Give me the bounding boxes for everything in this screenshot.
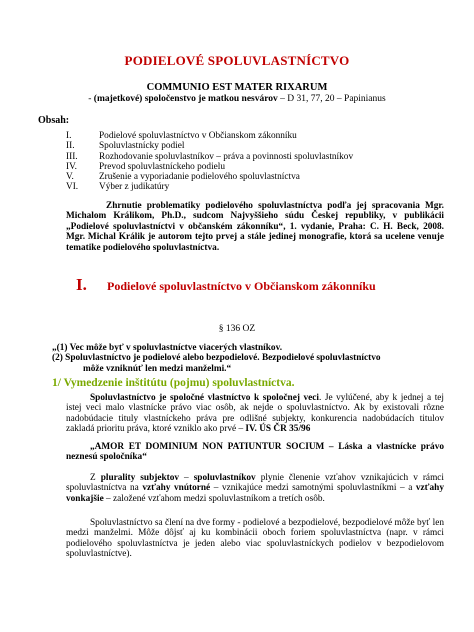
motto-translation-bold: (majetkové) spoločenstvo je matkou nesvárov [93, 94, 278, 104]
toc-item-label: Prevod spoluvlastníckeho podielu [99, 161, 226, 172]
chapter-title: Podielové spoluvlastníctvo v Občianskom zákonníku [107, 279, 376, 293]
section-heading: 1/ Vymedzenie inštitútu (pojmu) spoluvlastníctva. [52, 377, 295, 389]
toc-item [66, 141, 353, 151]
motto-translation: - (majetkové) spoločenstvo je matkou nesvárov – D 31, 77, 20 – Papinianus [88, 94, 386, 104]
toc-item-number: IV. [66, 161, 77, 172]
body-paragraph: Spoluvlastníctvo sa člení na dve formy - podielové a bezpodielové, bezpodielové môže byť len medzi manželmi. Môže dôjsť aj ku kombinácii oboch foriem spoluvlastníctva (napr. v rámci podielového spoluvlastníctva je jeden alebo viac spoluvlastníckych podielov v bezpodielovom spoluvlastníctve). [66, 518, 444, 560]
toc-item [66, 152, 353, 162]
body-paragraph: Z plurality subjektov – spoluvlastníkov plynie členenie vzťahov vznikajúcich v rámci spoluvlastníctva na vzťahy vnútorné – vznikajúce medzi samotnými spoluvlastníkmi – a vzťahy vonkajšie – založené vzťahom medzi spoluvlastníkom a tretích osôb. [66, 473, 445, 504]
chapter-number: I. [76, 275, 87, 294]
toc-item [66, 182, 353, 192]
law-quote-line: môže vzniknúť len medzi manželmi.“ [83, 363, 232, 374]
toc-item [66, 172, 353, 182]
latin-maxim-heading: „AMOR ET DOMINIUM NON PATIUNTUR SOCIUM – Láska a vlastnícke právo neznesú spoločníka“ [66, 442, 444, 463]
toc-item-number: V. [66, 172, 74, 183]
law-quote-line: (2) Spoluvlastníctvo je podielové alebo bezpodielové. Bezpodielové spoluvlastníctvo [52, 353, 381, 364]
chapter-heading [76, 275, 376, 295]
contents-heading: Obsah: [38, 115, 70, 126]
table-of-contents [66, 131, 353, 193]
motto-source: – D 31, 77, 20 – Papinianus [277, 94, 386, 104]
body-paragraph: Spoluvlastníctvo je spoločné vlastníctvo k spoločnej veci. Je vylúčené, aby k jednej a tej istej veci malo vlastnícke právo viac osôb, ak nejde o spoluvlastníctvo. Ak by existovali rôzne nadobúdacie tituly vlastníckeho práva pre odlišné subjekty, konkurencia nadobúdacích titulov zakladá prioritu práva, ktoré vzniklo ako prvé – IV. ÚS ČR 35/96 [66, 393, 445, 435]
toc-item-label: Zrušenie a vyporiadanie podielového spoluvlastníctva [99, 172, 300, 183]
document-title: PODIELOVÉ SPOLUVLASTNÍCTVO [124, 53, 350, 68]
toc-item [66, 162, 353, 172]
law-quote-line: „(1) Vec môže byť v spoluvlastníctve viacerých vlastníkov. [52, 343, 283, 353]
summary-paragraph: Zhrnutie problematiky podielového spoluvlastníctva podľa jej spracovania Mgr. Michalom Králikom, Ph.D., sudcom Najvyššieho súdu Českej republiky, v publikácii „Podielové spoluvlastníctvi v občanském zákonníku“, 1. vydanie, Praha: C. H. Beck, 2008. Mgr. Michal Králik je autorom tejto prvej a stále jedinej monografie, ktorá sa ucelene venuje tematike podielového spoluvlastníctva. [66, 201, 444, 253]
motto-latin: COMMUNIO EST MATER RIXARUM [146, 82, 328, 93]
toc-item-number: II. [66, 141, 75, 152]
bold-term: Spoluvlastníctvo je spoločné vlastníctvo k spoločnej veci [90, 393, 319, 403]
toc-item-label: Výber z judikatúry [99, 182, 170, 193]
paragraph-mark: § 136 OZ [218, 324, 256, 334]
toc-item-label: Spoluvlastnícky podiel [99, 141, 185, 152]
toc-item-label: Podielové spoluvlastníctvo v Občianskom zákonníku [99, 131, 297, 141]
toc-item-number: I. [66, 131, 72, 141]
toc-item-number: VI. [66, 182, 79, 193]
toc-item-number: III. [66, 151, 78, 162]
toc-item-label: Rozhodovanie spoluvlastníkov – práva a povinnosti spoluvlastníkov [99, 151, 354, 162]
toc-item [66, 131, 353, 141]
law-quote [52, 343, 452, 374]
court-reference: IV. ÚS ČR 35/96 [245, 424, 311, 435]
